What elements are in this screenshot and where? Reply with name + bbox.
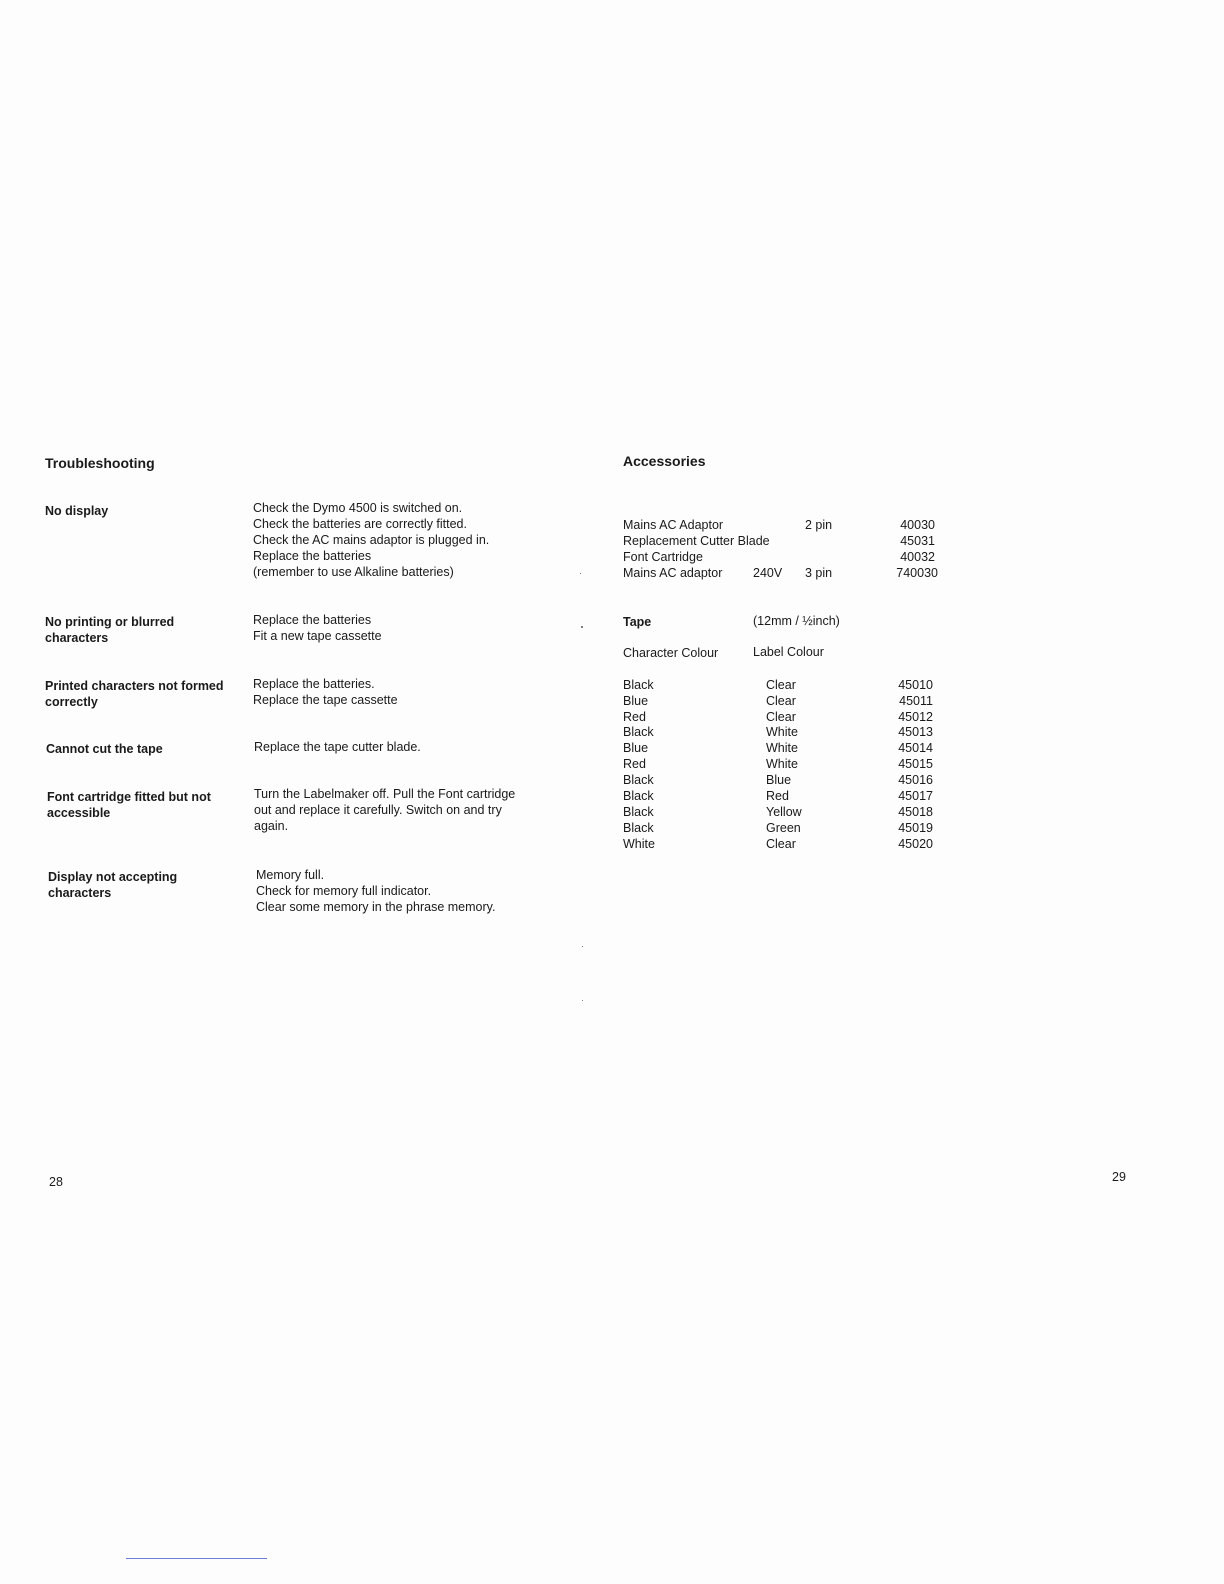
accessory-name: Mains AC Adaptor: [623, 518, 724, 532]
accessory-row: [623, 565, 953, 581]
ts-solution-line: Check the Dymo 4500 is switched on.: [253, 501, 463, 515]
tape-size: (12mm / ½inch): [753, 614, 840, 628]
accessory-name: Replacement Cutter Blade: [623, 534, 770, 548]
page-number-left: 28: [49, 1175, 63, 1189]
accessory-row: [623, 517, 953, 533]
accessory-row: [623, 549, 953, 565]
tape-row: [623, 693, 953, 709]
tape-label-colour: Red: [766, 789, 789, 803]
ts-solution-cannot-cut: [254, 739, 574, 755]
ts-problem-display-not-accepting: Display not accepting characters: [48, 870, 178, 900]
tape-column-label: Label Colour: [753, 645, 824, 659]
tape-label-colour: Green: [766, 821, 801, 835]
tape-row: [623, 724, 953, 740]
tape-character-colour: Blue: [623, 741, 649, 755]
tape-row: [623, 836, 953, 852]
tape-column-character: Character Colour: [623, 646, 719, 660]
ts-solution-line: Memory full.: [256, 868, 325, 882]
tape-code: 45019: [898, 821, 933, 835]
ts-solution-no-printing: [253, 612, 573, 644]
page-number-right: 29: [1112, 1170, 1126, 1184]
tape-code: 45016: [898, 773, 933, 787]
ts-problem-printed-characters: Printed characters not formed correctly: [45, 679, 224, 709]
scan-speck: [582, 1000, 583, 1001]
tape-code: 45010: [898, 678, 933, 692]
ts-problem-font-cartridge: Font cartridge fitted but not accessible: [47, 790, 211, 820]
tape-character-colour: Blue: [623, 694, 649, 708]
ts-solution-font-cartridge: [254, 786, 574, 834]
tape-character-colour: Black: [623, 789, 654, 803]
accessory-code: 740030: [896, 566, 938, 580]
tape-row: [623, 677, 953, 693]
tape-character-colour: Black: [623, 821, 654, 835]
ts-solution-no-display: [253, 500, 573, 580]
tape-heading: Tape: [623, 615, 652, 629]
accessory-row: [623, 533, 953, 549]
tape-code: 45015: [898, 757, 933, 771]
tape-label-colour: Yellow: [766, 805, 802, 819]
accessory-code: 45031: [900, 534, 935, 548]
tape-row: [623, 740, 953, 756]
tape-label-colour: White: [766, 725, 798, 739]
ts-solution-line: Replace the batteries.: [253, 677, 375, 691]
tape-code: 45017: [898, 789, 933, 803]
accessory-voltage: 240V: [753, 566, 783, 580]
tape-row: [623, 820, 953, 836]
ts-solution-line: out and replace it carefully. Switch on and try: [254, 803, 502, 817]
tape-label-colour: White: [766, 741, 798, 755]
ts-problem-no-display: No display: [45, 504, 109, 518]
tape-row: [623, 804, 953, 820]
tape-character-colour: Black: [623, 678, 654, 692]
tape-row: [623, 788, 953, 804]
scan-speck: [581, 626, 583, 628]
ts-problem-cannot-cut: Cannot cut the tape: [46, 742, 163, 756]
ts-solution-line: Fit a new tape cassette: [253, 629, 382, 643]
accessory-name: Mains AC adaptor: [623, 566, 723, 580]
tape-character-colour: Black: [623, 773, 654, 787]
tape-row: [623, 756, 953, 772]
tape-code: 45011: [899, 694, 933, 708]
accessory-name: Font Cartridge: [623, 550, 703, 564]
tape-character-colour: Black: [623, 725, 654, 739]
tape-label-colour: White: [766, 757, 798, 771]
accessory-pin: 3 pin: [805, 566, 833, 580]
scan-artifact-line: [126, 1558, 267, 1559]
tape-character-colour: White: [623, 837, 655, 851]
tape-row: [623, 772, 953, 788]
scan-speck: [582, 946, 583, 947]
ts-solution-line: Replace the tape cutter blade.: [254, 740, 421, 754]
ts-solution-line: Replace the batteries: [253, 549, 372, 563]
ts-solution-printed-characters: [253, 676, 573, 708]
ts-solution-line: Check the batteries are correctly fitted.: [253, 517, 467, 531]
tape-row: [623, 709, 953, 725]
ts-solution-line: Replace the batteries: [253, 613, 372, 627]
troubleshooting-title: Troubleshooting: [45, 455, 155, 471]
accessory-pin: 2 pin: [805, 518, 833, 532]
tape-label-colour: Clear: [766, 678, 796, 692]
tape-character-colour: Black: [623, 805, 654, 819]
accessory-code: 40032: [900, 550, 935, 564]
tape-character-colour: Red: [623, 757, 646, 771]
ts-problem-no-printing: No printing or blurred characters: [45, 615, 175, 645]
accessory-code: 40030: [900, 518, 935, 532]
tape-label-colour: Clear: [766, 837, 796, 851]
tape-code: 45014: [898, 741, 933, 755]
scan-speck: [580, 573, 581, 574]
ts-solution-line: (remember to use Alkaline batteries): [253, 565, 454, 579]
ts-solution-line: again.: [254, 819, 289, 833]
tape-code: 45018: [898, 805, 933, 819]
ts-solution-line: Turn the Labelmaker off. Pull the Font cartridge: [254, 787, 516, 801]
ts-solution-line: Clear some memory in the phrase memory.: [256, 900, 496, 914]
ts-solution-line: Check the AC mains adaptor is plugged in.: [253, 533, 490, 547]
ts-solution-display-not-accepting: [256, 867, 576, 915]
tape-label-colour: Clear: [766, 694, 796, 708]
ts-solution-line: Check for memory full indicator.: [256, 884, 432, 898]
accessories-title: Accessories: [623, 453, 706, 469]
tape-character-colour: Red: [623, 710, 646, 724]
ts-solution-line: Replace the tape cassette: [253, 693, 398, 707]
tape-code: 45012: [898, 710, 933, 724]
tape-label-colour: Clear: [766, 710, 796, 724]
tape-code: 45020: [898, 837, 933, 851]
tape-code: 45013: [898, 725, 933, 739]
tape-label-colour: Blue: [766, 773, 792, 787]
